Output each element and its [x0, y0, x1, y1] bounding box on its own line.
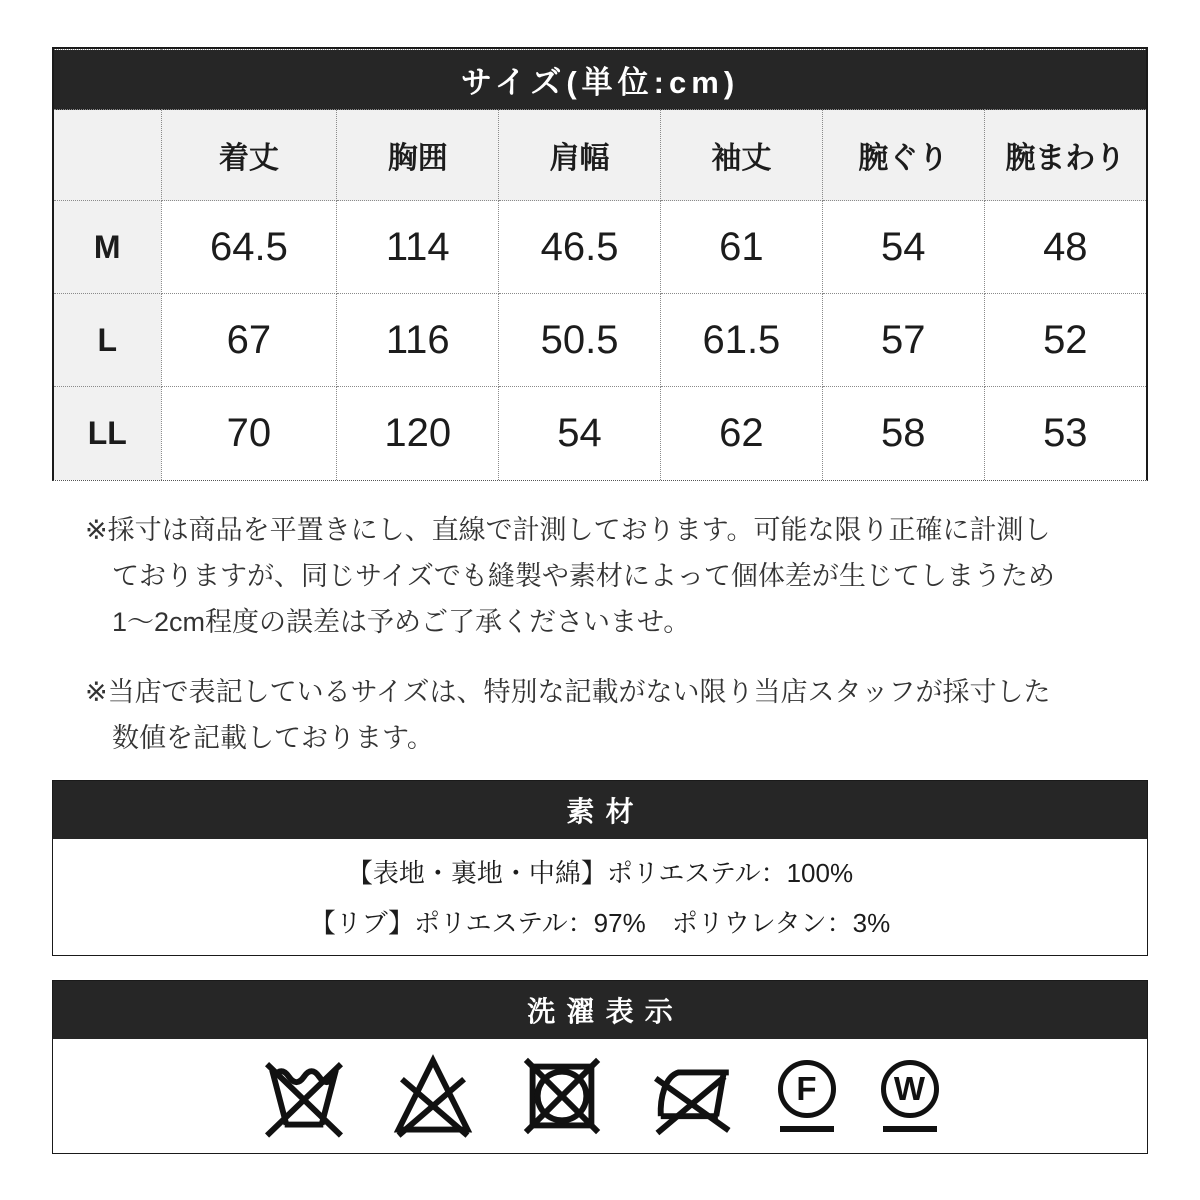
dry-clean-f-icon [778, 1060, 836, 1132]
wet-clean-w-icon [881, 1060, 939, 1132]
size-value-cell: 50.5 [499, 294, 661, 387]
size-value-cell: 61 [660, 201, 822, 294]
size-value-cell: 52 [984, 294, 1146, 387]
note-line: ておりますが、同じサイズでも縫製や素材によって個体差が生じてしまうため [112, 560, 1055, 591]
gentle-underline [883, 1126, 937, 1132]
laundry-symbols-row [53, 1039, 1147, 1153]
size-value-cell: 46.5 [499, 201, 661, 294]
size-value-cell: 114 [337, 201, 499, 294]
laundry-section [52, 980, 1148, 1154]
size-value-cell: 54 [822, 201, 984, 294]
do-not-iron-icon [649, 1052, 733, 1140]
measurement-note-1 [85, 507, 1148, 645]
material-body [53, 839, 1147, 955]
dry-clean-f-letter: F [778, 1060, 836, 1118]
col-header-arm-circumference: 腕まわり [984, 110, 1146, 201]
gentle-underline [780, 1126, 834, 1132]
do-not-tumble-dry-icon [520, 1052, 604, 1140]
size-row-label: LL [54, 387, 161, 480]
col-header-armhole: 腕ぐり [822, 110, 984, 201]
table-row-l [54, 294, 1146, 387]
size-value-cell: 58 [822, 387, 984, 480]
size-table-wrap [52, 47, 1148, 481]
size-value-cell: 62 [660, 387, 822, 480]
note-line: ※採寸は商品を平置きにし、直線で計測しております。可能な限り正確に計測し [85, 514, 1051, 545]
size-value-cell: 70 [161, 387, 337, 480]
size-value-cell: 54 [499, 387, 661, 480]
column-header-row [54, 110, 1146, 201]
note-line: 数値を記載しております。 [112, 722, 434, 753]
wet-clean-w-letter: W [881, 1060, 939, 1118]
size-value-cell: 57 [822, 294, 984, 387]
col-header-length: 着丈 [161, 110, 337, 201]
note-line: ※当店で表記しているサイズは、特別な記載がない限り当店スタッフが採寸した [85, 676, 1051, 707]
measurement-note-2 [85, 669, 1148, 761]
col-header-sleeve: 袖丈 [660, 110, 822, 201]
do-not-bleach-icon [391, 1052, 475, 1140]
size-table-title: サイズ(単位:cm) [54, 50, 1146, 110]
size-value-cell: 48 [984, 201, 1146, 294]
size-value-cell: 64.5 [161, 201, 337, 294]
material-title-bar: 素材 [53, 781, 1147, 839]
do-not-wash-icon [262, 1052, 346, 1140]
note-line: 1〜2cm程度の誤差は予めご了承くださいませ。 [112, 606, 691, 637]
table-row-m [54, 201, 1146, 294]
size-value-cell: 67 [161, 294, 337, 387]
col-header-shoulder: 肩幅 [499, 110, 661, 201]
size-value-cell: 120 [337, 387, 499, 480]
table-row-ll [54, 387, 1146, 480]
size-value-cell: 116 [337, 294, 499, 387]
size-row-label: M [54, 201, 161, 294]
measurement-notes [52, 481, 1148, 761]
material-line: 【リブ】ポリエステル：97% ポリウレタン：3% [309, 907, 891, 938]
size-row-label: L [54, 294, 161, 387]
size-table [54, 49, 1146, 480]
size-value-cell: 61.5 [660, 294, 822, 387]
material-line: 【表地・裏地・中綿】ポリエステル：100% [346, 857, 854, 888]
size-value-cell: 53 [984, 387, 1146, 480]
col-header-chest: 胸囲 [337, 110, 499, 201]
corner-cell [54, 110, 161, 201]
material-section [52, 780, 1148, 956]
laundry-title-bar: 洗濯表示 [53, 981, 1147, 1039]
